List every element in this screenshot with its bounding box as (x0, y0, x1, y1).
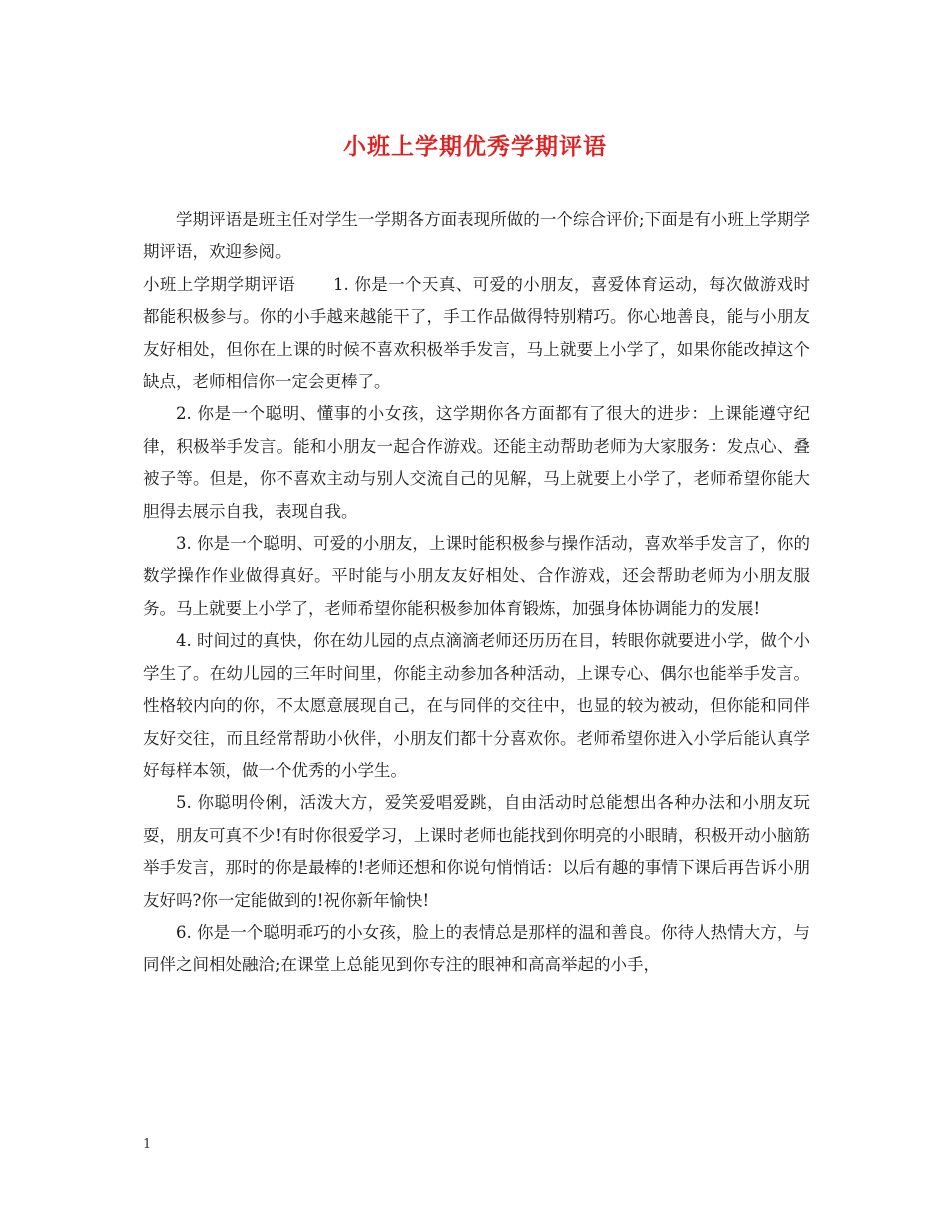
section-heading: 小班上学期学期评语 (143, 274, 295, 294)
comment-2: 2. 你是一个聪明、懂事的小女孩，这学期你各方面都有了很大的进步：上课能遵守纪律，积极举手发言。能和小朋友一起合作游戏。还能主动帮助老师为大家服务：发点心、叠被子等。但是，你不喜欢主动与别人交流自己的见解，马上就要上小学了，老师希望你能大胆得去展示自我，表现自我。 (143, 404, 810, 521)
comment-3: 3. 你是一个聪明、可爱的小朋友，上课时能积极参与操作活动，喜欢举手发言了，你的数学操作作业做得真好。平时能与小朋友友好相处、合作游戏，还会帮助老师为小朋友服务。马上就要上小学了，老师希望你能积极参加体育锻炼，加强身体协调能力的发展! (143, 534, 810, 618)
comment-4: 4. 时间过的真快，你在幼儿园的点点滴滴老师还历历在目，转眼你就要进小学，做个小学生了。在幼儿园的三年时间里，你能主动参加各种活动，上课专心、偶尔也能举手发言。性格较内向的你，不太愿意展现自己，在与同伴的交往中，也显的较为被动，但你能和同伴友好交往，而且经常帮助小伙伴，小朋友们都十分喜欢你。老师希望你进入小学后能认真学好每样本领，做一个优秀的小学生。 (143, 631, 810, 780)
intro-paragraph: 学期评语是班主任对学生一学期各方面表现所做的一个综合评价;下面是有小班上学期学期评语，欢迎参阅。 (143, 210, 810, 262)
comment-1: 1. 你是一个天真、可爱的小朋友，喜爱体育运动，每次做游戏时都能积极参与。你的小手越来越能干了，手工作品做得特别精巧。你心地善良，能与小朋友友好相处，但你在上课的时候不喜欢积极举手发言，马上就要上小学了，如果你能改掉这个缺点，老师相信你一定会更棒了。 (143, 274, 810, 392)
comment-6: 6. 你是一个聪明乖巧的小女孩，脸上的表情总是那样的温和善良。你待人热情大方，与同伴之间相处融洽;在课堂上总能见到你专注的眼神和高高举起的小手， (143, 922, 810, 975)
document-body (143, 204, 810, 982)
document-title: 小班上学期优秀学期评语 (343, 133, 607, 160)
page-number: 1 (143, 1137, 152, 1152)
first-comment-paragraph (143, 269, 810, 399)
comment-5: 5. 你聪明伶俐，活泼大方，爱笑爱唱爱跳，自由活动时总能想出各种办法和小朋友玩耍，朋友可真不少!有时你很爱学习，上课时老师也能找到你明亮的小眼睛，积极开动小脑筋举手发言，那时的你是最棒的!老师还想和你说句悄悄话：以后有趣的事情下课后再告诉小朋友好吗?你一定能做到的!祝你新年愉快! (143, 793, 810, 910)
